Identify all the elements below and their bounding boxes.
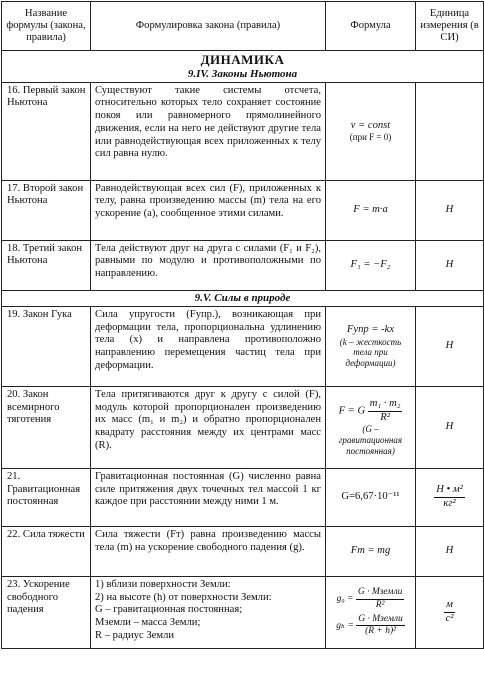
subsection-forces: 9.V. Силы в природе [2, 290, 484, 306]
formula-note: (при F = 0) [349, 132, 392, 143]
header-formula: Формула [326, 2, 416, 51]
fraction-denominator: (R + h)² [365, 626, 396, 637]
header-name: Название формулы (закона, правила) [2, 2, 91, 51]
unit-denominator: с² [445, 612, 454, 624]
row-text: Сила тяжести (Fт) равна произведению массы тела (m) на ускорение свободного падения (g). [91, 526, 326, 576]
table-row [2, 180, 484, 240]
unit-denominator: кг² [443, 497, 456, 509]
row-name: 17. Второй закон Ньютона [2, 180, 91, 240]
section-heading [2, 51, 484, 83]
row-unit: Н [416, 526, 484, 576]
row-unit: Н [416, 240, 484, 290]
row-unit [416, 576, 484, 648]
row-name: 19. Закон Гука [2, 306, 91, 386]
text-line: 1) вблизи поверхности Земли: [95, 578, 231, 590]
row-unit [416, 82, 484, 180]
table-row [2, 386, 484, 468]
formula-main: v = const [350, 119, 391, 131]
row-formula [326, 386, 416, 468]
text-line: 2) на высоте (h) от поверхности Земли: [95, 591, 272, 603]
formula-2 [330, 614, 411, 638]
unit-numerator: м [444, 599, 456, 613]
fraction-numerator: G · Mземли [356, 587, 405, 599]
row-name: 22. Сила тяжести [2, 526, 91, 576]
formula-main: Fупр = -kx [346, 323, 395, 335]
row-text: Сила упругости (Fупр.), возникающая при деформации тела, пропорциональна удлинению тела (x) и направлена противоположно направлению перемещения частиц тела при деформации. [91, 306, 326, 386]
table-row [2, 306, 484, 386]
row-unit [416, 468, 484, 526]
text-line: G – гравитационная постоянная; [95, 604, 243, 616]
table-row [2, 240, 484, 290]
header-text: Формулировка закона (правила) [91, 2, 326, 51]
table-header [2, 2, 484, 51]
text-line: R – радиус Земли [95, 629, 175, 641]
table-row [2, 576, 484, 648]
row-text: Гравитационная постоянная (G) численно равна силе притяжения двух точечных тел массой 1 кг каждое при расстоянии между ними 1 м. [91, 468, 326, 526]
unit-fraction [444, 599, 456, 625]
row-name: 21. Гравитационная постоянная [2, 468, 91, 526]
row-formula: Fт = mg [326, 526, 416, 576]
row-unit: Н [416, 306, 484, 386]
row-unit: Н [416, 180, 484, 240]
formula-main [330, 398, 411, 424]
section-row [2, 51, 484, 83]
section-row [2, 290, 484, 306]
table-row [2, 526, 484, 576]
section-title: ДИНАМИКА [200, 52, 285, 67]
row-name: 23. Ускорение свободного падения [2, 576, 91, 648]
row-formula [326, 576, 416, 648]
fraction-numerator: G · Mземли [356, 614, 405, 626]
row-formula: F₁ = −F₂ [326, 240, 416, 290]
row-text: Тела действуют друг на друга с силами (F₁ и F₂), равными по модулю и противоположными по направлению. [91, 240, 326, 290]
row-unit: Н [416, 386, 484, 468]
row-formula: G=6,67·10⁻¹¹ [326, 468, 416, 526]
fraction-numerator: m₁ · m₂ [368, 398, 403, 412]
row-text: Тела притягиваются друг к другу с силой (F), модуль которой пропорционален произведению их масс (m₁ и m₂) и обратно пропорционален квадрату расстояния между их центрами масс (R). [91, 386, 326, 468]
row-formula [326, 82, 416, 180]
formula-fraction [368, 398, 403, 424]
formula-note: (k – жесткость тела при деформации) [339, 336, 402, 369]
subsection-newton: 9.IV. Законы Ньютона [187, 67, 298, 80]
formula-fraction [356, 614, 405, 638]
row-name: 16. Первый закон Ньютона [2, 82, 91, 180]
row-formula: F = m·a [326, 180, 416, 240]
fraction-denominator: R² [380, 411, 390, 423]
row-text: Равнодействующая всех сил (F), приложенных к телу, равна произведению массы (m) тела на его ускорение (a), сообщенное этими силами. [91, 180, 326, 240]
text-line: Mземли – масса Земли; [95, 617, 201, 629]
row-name: 18. Третий закон Ньютона [2, 240, 91, 290]
formula-left: g₀ = [336, 594, 354, 605]
physics-table [1, 1, 484, 649]
row-text [91, 576, 326, 648]
table-row [2, 82, 484, 180]
table-row [2, 468, 484, 526]
header-unit: Единица измерения (в СИ) [416, 2, 484, 51]
formula-left: F = G [338, 405, 366, 417]
row-name: 20. Закон всемирного тяготения [2, 386, 91, 468]
fraction-denominator: R² [375, 599, 385, 610]
formula-left: gₕ = [336, 621, 354, 632]
formula-1 [330, 587, 411, 611]
unit-numerator: Н • м² [434, 484, 465, 498]
formula-note: (G – гравитационная постоянная) [338, 424, 403, 457]
row-text: Существуют такие системы отсчета, относительно которых тело сохраняет состояние покоя или равномерного прямолинейного движения, если на него не действуют другие тела или равнодействующая всех приложенных к телу сил равна нулю. [91, 82, 326, 180]
row-formula [326, 306, 416, 386]
unit-fraction [434, 484, 465, 510]
formula-fraction [356, 587, 405, 611]
